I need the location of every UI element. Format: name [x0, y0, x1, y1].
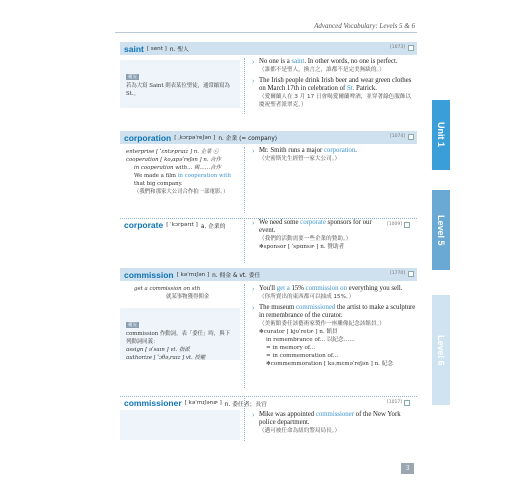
- header-rule: [115, 32, 417, 33]
- phrase-example-zh: （我們和那家大公司合作拍一部電影。）: [134, 189, 229, 195]
- vocab-note: = in memory of...: [266, 345, 316, 351]
- pronunciation: [ kəˈmɪʃən ]: [176, 271, 210, 278]
- example-zh: （史密斯先生經營一家大公司。）: [259, 156, 341, 162]
- pronunciation: [ sent ]: [146, 45, 167, 52]
- review-checkbox[interactable]: [408, 134, 414, 140]
- divider: [244, 58, 245, 114]
- vocab-note: in remembrance of... 以紀念……: [266, 337, 355, 343]
- pronunciation: [ ˌkɔrpəˈreʃən ]: [174, 134, 216, 141]
- tab-level-6[interactable]: Level 6: [432, 295, 450, 405]
- divider: [244, 396, 245, 441]
- entry-commissioner: [120, 396, 417, 441]
- vocab-note: = in commemoration of...: [266, 353, 339, 359]
- related-words-panel: [120, 147, 240, 213]
- note-tag: 補充: [128, 323, 137, 328]
- examples: [252, 397, 417, 435]
- note-panel: [120, 60, 240, 108]
- pos-gloss: n. 聖人: [169, 47, 189, 53]
- example-en: › You'll get a 15% commission on everything you sell.: [252, 285, 417, 293]
- entry-number: [1073]: [390, 45, 405, 50]
- vocab-note: ✻curator [ kjʊˈretɚ ] n. 館員: [259, 329, 338, 335]
- note-panel: [120, 308, 240, 360]
- divider: [244, 284, 245, 388]
- phrase-panel: [120, 284, 240, 306]
- vocab-note: ✻commemmoration [ kəˌmɛməˈreʃən ] n. 紀念: [266, 361, 393, 367]
- entry-bar-saint: [120, 42, 417, 55]
- phrase: in cooperation with... 與……合作: [134, 165, 221, 171]
- divider: [244, 218, 245, 263]
- examples: [252, 219, 412, 251]
- entry-number: [1009]: [387, 222, 402, 227]
- entry-saint: [120, 42, 417, 117]
- examples: [252, 285, 417, 368]
- example-en: › The Irish people drink Irish beer and wear green clothes on March 17th in celebration of St. Patrick.: [252, 77, 412, 93]
- blank-panel: [120, 410, 240, 440]
- example-en: › No one is a saint. In other words, no one is perfect.: [252, 58, 412, 66]
- entry-commission: [120, 268, 417, 390]
- headword: commissioner: [124, 398, 182, 408]
- example-zh: （我們的活動需要一些企業的贊助。）: [259, 236, 352, 242]
- example-en: › The museum commissioned the artist to make a sculpture in remembrance of the curator.: [252, 304, 417, 320]
- page-number: 3: [401, 463, 414, 474]
- side-tabs: [430, 0, 520, 500]
- headword: corporate: [124, 220, 164, 230]
- vocab-note: ✻sponsor [ ˈspɑnsɚ ] n. 贊助者: [259, 244, 345, 250]
- example-en: › We need some corporate sponsors for our event.: [252, 219, 389, 235]
- entry-number: [1017]: [387, 400, 402, 405]
- note-text: 若為大寫 Saint 則表某位聖徒，通常縮寫為 St.。: [126, 83, 230, 97]
- running-header: Advanced Vocabulary: Levels 5 & 6: [314, 22, 415, 30]
- phrase: get a commission on sth: [134, 286, 201, 292]
- pos-gloss: n. 委任者；長官: [224, 401, 267, 408]
- pos-gloss: a. 企業的: [200, 223, 226, 230]
- review-checkbox[interactable]: [404, 400, 410, 406]
- example-en: › Mr. Smith runs a major corporation.: [252, 147, 412, 155]
- examples: [252, 147, 412, 163]
- example-zh: （邁可被任命為紐約警局局長。）: [259, 428, 341, 434]
- note-tag: 補充: [128, 75, 137, 80]
- note-synonym: authorize [ ˈɔθəˌraɪz ] vt. 授權: [126, 355, 206, 361]
- note-synonym: assign [ əˈsaɪn ] vt. 指派: [126, 347, 190, 353]
- entry-bar-corporation: [120, 131, 417, 144]
- note-text: commission 作動詞，表「委任」時，與下列動詞同義：: [126, 331, 230, 345]
- pos-gloss: n. 佣金 & vt. 委任: [212, 273, 261, 279]
- examples: [252, 58, 412, 109]
- entry-corporate: [120, 218, 417, 263]
- example-zh: （愛爾蘭人在 3 月 17 日會喝愛爾蘭啤酒，並穿著綠色服飾以慶祝聖者派翠克。）: [259, 94, 412, 108]
- pos-gloss: n. 企業 (= company): [218, 136, 278, 142]
- example-en: › Mike was appointed commissioner of the New York police department.: [252, 411, 417, 427]
- entry-number: [1770]: [390, 271, 405, 276]
- entry-corporation: [120, 131, 417, 213]
- entry-number: [1074]: [390, 134, 405, 139]
- example-zh: （美術館委任該藝術家製作一座雕像紀念該館員。）: [259, 321, 385, 327]
- example-zh: （你所賣出的東西都可以抽成 15%。）: [259, 294, 355, 300]
- review-checkbox[interactable]: [408, 271, 414, 277]
- tab-unit-1[interactable]: Unit 1: [432, 100, 450, 170]
- headword: commission: [124, 269, 174, 280]
- related-word: cooperation [ koˌɑpəˈreʃən ] n. 合作: [126, 157, 222, 163]
- review-checkbox[interactable]: [404, 222, 410, 228]
- tab-level-5[interactable]: Level 5: [432, 190, 450, 270]
- pronunciation: [ ˈkɔrpərɪt ]: [166, 222, 198, 228]
- review-checkbox[interactable]: [408, 45, 414, 51]
- headword: corporation: [124, 132, 172, 143]
- phrase-example: We made a film in cooperation with that big company.: [134, 173, 231, 187]
- phrase-zh: 就某事物獲得佣金: [166, 294, 210, 300]
- example-zh: （誰都不是聖人，換言之，誰都不是完美無缺的。）: [259, 67, 385, 73]
- headword: saint: [124, 43, 144, 54]
- entry-bar-commission: [120, 268, 417, 281]
- pronunciation: [ kəˈmɪʃənɚ ]: [184, 400, 222, 406]
- related-word: enterprise [ ˈɛntɚpraɪz ] n. 企業 ⓒ: [126, 149, 219, 155]
- divider: [244, 147, 245, 213]
